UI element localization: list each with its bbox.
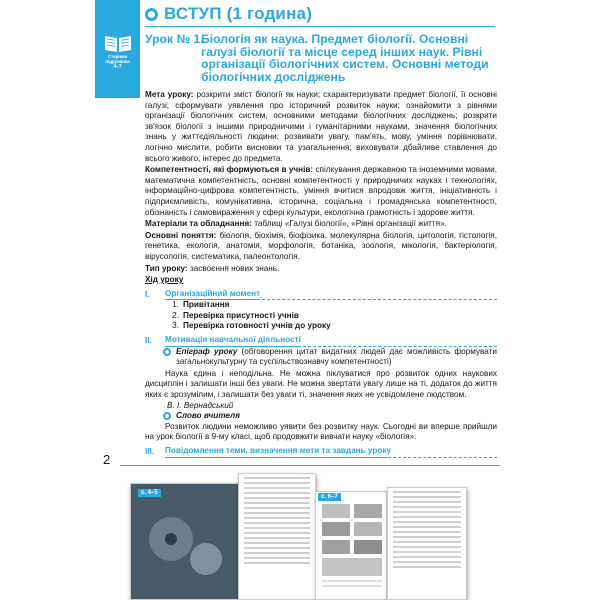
stage-roman: I. <box>145 289 150 299</box>
goal-label: Мета уроку: <box>145 90 194 99</box>
step-number: 2. <box>172 310 179 320</box>
stage-roman: II. <box>145 336 152 346</box>
teacher-word-label: Слово вчителя <box>176 411 240 421</box>
stage-heading <box>145 335 497 347</box>
book-icon <box>103 33 133 53</box>
textbook-pages-caption <box>97 55 138 71</box>
concepts-label: Основні поняття: <box>145 230 217 240</box>
textbook-page-thumbnail <box>387 487 467 600</box>
concepts-text: біологія, біохімія, біофізика, молекулярна біологія, цитологія, гістологія, генетика, екологія, анатомія, морфологія, ботаніка, зоологія, мікологія, бактеріологія, вірусологія, систематика, палеонтологія. <box>145 230 497 261</box>
textbook-page-thumbnail <box>238 473 316 600</box>
competences-paragraph <box>145 165 497 218</box>
teacher-word-block <box>163 411 497 422</box>
textbook-page-thumbnail <box>315 491 387 600</box>
teacher-word-text: Розвиток людини неможливо уявити без розвитку наук. Сьогодні ви вперше прийшли на урок біології в 9-му класі, щоб продовжити вивчати науку «біологія». <box>145 421 497 442</box>
goal-text: розкрити зміст біології як науки; схарактеризувати предмет біології, її основні галузі; сформувати уявлення про історичний розвиток науки; ознайомити з рівнями організації біологічних систем, основними методами біологічних досліджень; розкрити зв'язок біології з іншими природничими і гуманітарними науками, значення біологічних знань у життєдіяльності людини; розвивати увагу, пам'ять, мову, уміння порівнювати, логічно мислити, робити висновки та узагальнення; виховувати дбайливе ставлення до всього живого, інтерес до предмета. <box>145 90 497 163</box>
lesson-heading <box>145 33 500 83</box>
step-number: 1. <box>172 300 179 310</box>
lesson-type-label: Тип уроку: <box>145 263 188 273</box>
step-number: 3. <box>172 321 179 331</box>
textbook-page-thumbnail <box>130 483 242 600</box>
header-divider <box>145 26 495 27</box>
page-tag: с. 6–7 <box>318 493 341 501</box>
lesson-type-text: засвоєння нових знань. <box>189 263 280 273</box>
step-text: Перевірка присутності учнів <box>183 310 299 320</box>
epigraph-note: (обговорення цитат видатних людей дає можливість формувати загальнокультурну та суспільствознавчу компетентності) <box>176 346 497 367</box>
stage-title: Повідомлення теми, визначення мети та завдань уроку <box>165 446 391 458</box>
textbook-illustrations <box>316 492 387 600</box>
cell-photo-icon <box>131 484 242 600</box>
lesson-course-heading: Хід уроку <box>145 275 184 285</box>
stage-rule <box>262 299 497 300</box>
circle-bullet-icon <box>163 412 171 420</box>
caption-pages: 4–7 <box>113 64 122 71</box>
list-item <box>165 321 497 332</box>
stage-title: Мотивація навчальної діяльності <box>165 335 301 347</box>
textbook-pages-preview <box>120 473 500 600</box>
stage-heading <box>145 289 497 301</box>
step-text: Привітання <box>183 300 230 310</box>
epigraph-block <box>163 347 497 369</box>
stage-title: Організаційний момент <box>165 289 260 301</box>
list-item <box>165 311 497 322</box>
epigraph-quote: Наука єдина і неподільна. Не можна піклуватися про розвиток одних наукових дисциплін і залишати інші без уваги. Не можна звертати увагу лише на ті, додаток до життя яких є зрозумілим, і залишати без уваги ті, значення яких не усвідомлене людством. <box>145 368 497 400</box>
competences-label: Компетентності, які формуються в учнів: <box>145 165 314 175</box>
footer-divider <box>120 465 500 466</box>
materials-text: таблиці «Галузі біології», «Рівні організації життя». <box>254 219 447 229</box>
lesson-type-paragraph <box>145 264 497 275</box>
page-number: 2 <box>103 452 111 467</box>
competences-text: спілкування державною та іноземними мовами, математична компетентність, основні компетентності у природничих науках і технологіях, інформаційно-цифрова компетентність, уміння вчитися впродовж життя, ініціативність і підприємливість, комунікативна, історична, соціальна і громадянська компетентності, обізнаність і самовираження у сфері культури, екологічна грамотність і здорове життя. <box>145 165 497 217</box>
list-item <box>165 300 497 311</box>
concepts-paragraph <box>145 231 497 263</box>
materials-label: Матеріали та обладнання: <box>145 219 252 229</box>
epigraph-author: В. І. Вернадський <box>167 400 234 410</box>
circle-bullet-icon <box>145 8 158 21</box>
goal-paragraph <box>145 90 497 164</box>
step-list <box>165 300 497 332</box>
section-title: ВСТУП (1 година) <box>164 4 313 23</box>
caption-line-1: Сторінки <box>107 54 128 59</box>
stage-roman: III. <box>145 447 155 456</box>
caption-line-2: підручника <box>105 58 130 64</box>
stage-rule <box>393 457 497 458</box>
materials-paragraph <box>145 219 497 230</box>
lesson-title: Біологія як наука. Предмет біології. Основні галузі біології та місце серед інших наук. Рівні організації біологічних систем. Основні методи біологічних досліджень <box>201 32 489 84</box>
stage-heading <box>145 446 497 458</box>
step-text: Перевірка готовності учнів до уроку <box>183 321 331 331</box>
section-header <box>145 2 312 26</box>
lesson-body <box>145 90 497 458</box>
page-tag: с. 4–5 <box>138 489 161 497</box>
circle-bullet-icon <box>163 348 171 356</box>
lesson-number: Урок № 1. <box>145 32 204 46</box>
epigraph-label: Епіграф уроку <box>176 346 238 356</box>
